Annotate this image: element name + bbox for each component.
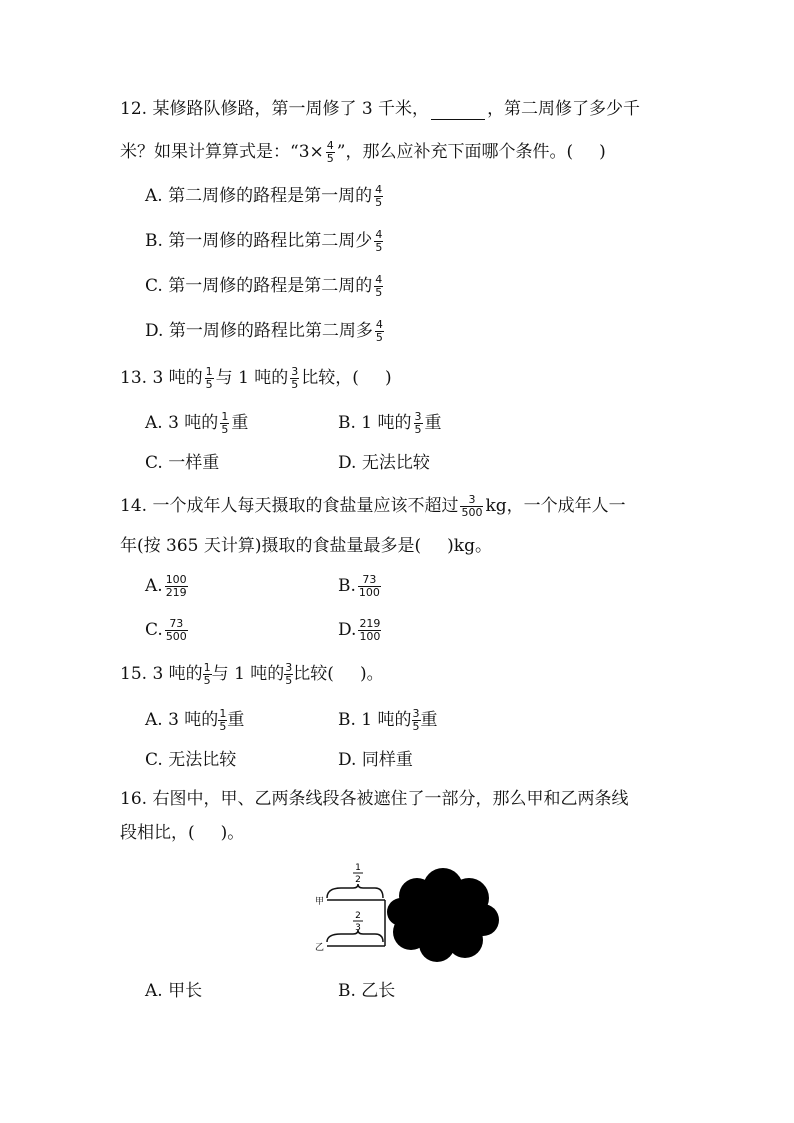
fig-mid-num: 2 bbox=[355, 911, 361, 921]
fig-label-yi: 乙 bbox=[315, 943, 325, 953]
q12-option-c: C. 第一周修的路程是第二周的 $\frac{4}{5}$ bbox=[145, 273, 383, 299]
q14-line1: 14. 一个成年人每天摄取的食盐量应该不超过 $\frac{3}{500}$ kg，一个成年人一 bbox=[120, 493, 626, 519]
q12-text-a: 12. 某修路队修路，第一周修了 3 千米， bbox=[120, 99, 430, 119]
q16-line1: 16. 右图中，甲、乙两条线段各被遮住了一部分，那么甲和乙两条线 bbox=[120, 789, 629, 809]
q12-blank bbox=[431, 103, 485, 120]
q13-option-d: D. 无法比较 bbox=[338, 453, 430, 473]
q15-option-d: D. 同样重 bbox=[338, 750, 413, 770]
q13-option-b: B. 1 吨的 $\frac{3}{5}$ 重 bbox=[338, 410, 442, 436]
q12-option-d: D. 第一周修的路程比第二周多 $\frac{4}{5}$ bbox=[145, 318, 383, 344]
q12-line2 bbox=[120, 140, 606, 165]
q16-segment-figure bbox=[305, 858, 500, 963]
q12-line1 bbox=[120, 98, 640, 120]
fig-cover-cloud bbox=[387, 868, 499, 962]
q15-stem: 15. 3 吨的 $\frac{1}{5}$ 与 1 吨的 $\frac{3}{5}$ 比较( )。 bbox=[120, 661, 384, 687]
fig-label-jia: 甲 bbox=[315, 897, 325, 907]
q14-option-a: A. $\frac{100}{219}$ bbox=[145, 573, 187, 599]
fig-top-brace bbox=[327, 884, 383, 898]
q14-line2: 年(按 365 天计算)摄取的食盐量最多是( )kg。 bbox=[120, 536, 492, 556]
q16-line2: 段相比，( )。 bbox=[120, 823, 245, 843]
q16-option-a: A. 甲长 bbox=[145, 981, 203, 1001]
q15-option-c: C. 无法比较 bbox=[145, 750, 237, 770]
q12-text-d: ”，那么应补充下面哪个条件。( bbox=[336, 142, 574, 162]
q12-close-paren: ) bbox=[599, 142, 606, 162]
q12-text-c: 米？如果计算算式是：“3× bbox=[120, 142, 324, 162]
q14-option-b: B. $\frac{73}{100}$ bbox=[338, 573, 380, 599]
q12-option-a: A. 第二周修的路程是第一周的 $\frac{4}{5}$ bbox=[145, 183, 383, 209]
q15-option-b: B. 1 吨的 $\frac{3}{5}$ 重 bbox=[338, 707, 438, 733]
q13-option-c: C. 一样重 bbox=[145, 453, 220, 473]
fig-mid-den: 3 bbox=[355, 923, 361, 933]
fig-top-num: 1 bbox=[355, 863, 361, 873]
q14-option-d: D. $\frac{219}{100}$ bbox=[338, 617, 381, 643]
q13-option-a: A. 3 吨的 $\frac{1}{5}$ 重 bbox=[145, 410, 249, 436]
q14-option-c: C. $\frac{73}{500}$ bbox=[145, 617, 187, 643]
q12-option-b: B. 第一周修的路程比第二周少 $\frac{4}{5}$ bbox=[145, 228, 383, 254]
q12-fraction: $\frac{4}{5}$ bbox=[326, 139, 334, 165]
q16-option-b: B. 乙长 bbox=[338, 981, 396, 1001]
q12-text-b: ，第二周修了多少千 bbox=[487, 99, 641, 119]
q15-option-a: A. 3 吨的 $\frac{1}{5}$ 重 bbox=[145, 707, 245, 733]
q13-stem: 13. 3 吨的 $\frac{1}{5}$ 与 1 吨的 $\frac{3}{5}$ 比较，( ) bbox=[120, 365, 392, 391]
fig-top-den: 2 bbox=[355, 875, 361, 885]
